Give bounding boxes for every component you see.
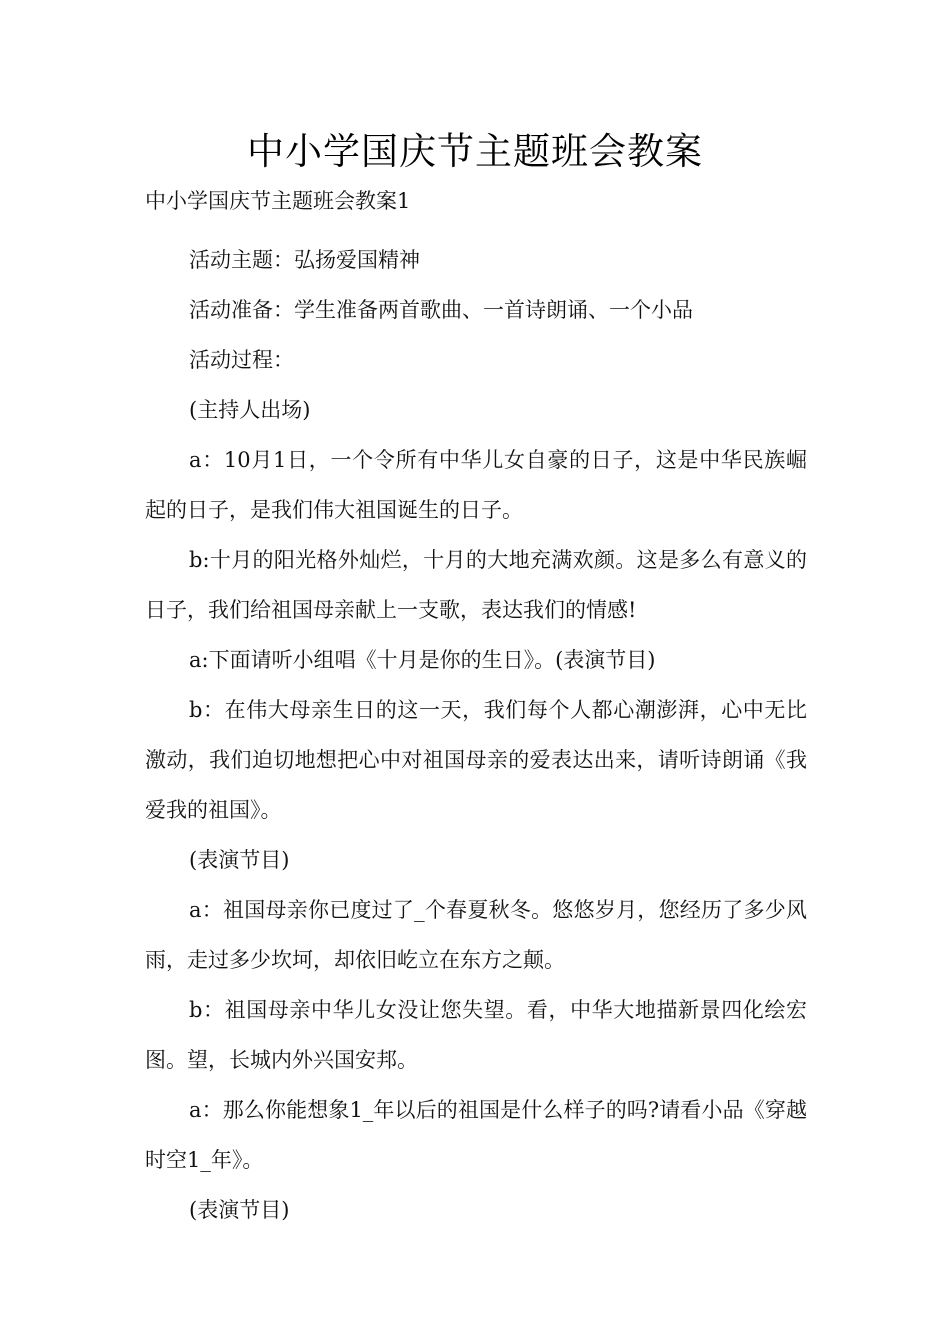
paragraph-theme: 活动主题：弘扬爱国精神 bbox=[189, 248, 420, 272]
section-heading: 中小学国庆节主题班会教案1 bbox=[145, 189, 411, 213]
paragraph-b-poem: b：在伟大母亲生日的这一天，我们每个人都心潮澎湃，心中无比激动，我们迫切地想把心中对祖国母亲的爱表达出来，请听诗朗诵《我爱我的祖国》。 bbox=[145, 698, 807, 822]
paragraph-a-skit: a：那么你能想象1_年以后的祖国是什么样子的吗?请看小品《穿越时空1_年》。 bbox=[145, 1098, 807, 1172]
paragraph-a-intro: a：10月1日，一个令所有中华儿女自豪的日子，这是中华民族崛起的日子，是我们伟大祖国诞生的日子。 bbox=[145, 448, 807, 522]
paragraph-host-enter: (主持人出场) bbox=[189, 398, 311, 422]
paragraph-process: 活动过程： bbox=[189, 348, 294, 372]
paragraph-b-motherland: b：祖国母亲中华儿女没让您失望。看，中华大地描新景四化绘宏图。望，长城内外兴国安邦。 bbox=[145, 998, 807, 1072]
document-body bbox=[145, 235, 807, 1235]
document-title: 中小学国庆节主题班会教案 bbox=[247, 130, 703, 173]
paragraph-preparation: 活动准备：学生准备两首歌曲、一首诗朗诵、一个小品 bbox=[189, 298, 693, 322]
paragraph-performance-2: (表演节目) bbox=[189, 1198, 290, 1222]
paragraph-a-group-sing: a:下面请听小组唱《十月是你的生日》。(表演节目) bbox=[189, 648, 656, 672]
paragraph-a-motherland: a：祖国母亲你已度过了_个春夏秋冬。悠悠岁月，您经历了多少风雨，走过多少坎坷，却依旧屹立在东方之颠。 bbox=[145, 898, 807, 972]
paragraph-performance-1: (表演节目) bbox=[189, 848, 290, 872]
paragraph-b-song: b:十月的阳光格外灿烂，十月的大地充满欢颜。这是多么有意义的日子，我们给祖国母亲献上一支歌，表达我们的情感! bbox=[145, 548, 807, 622]
